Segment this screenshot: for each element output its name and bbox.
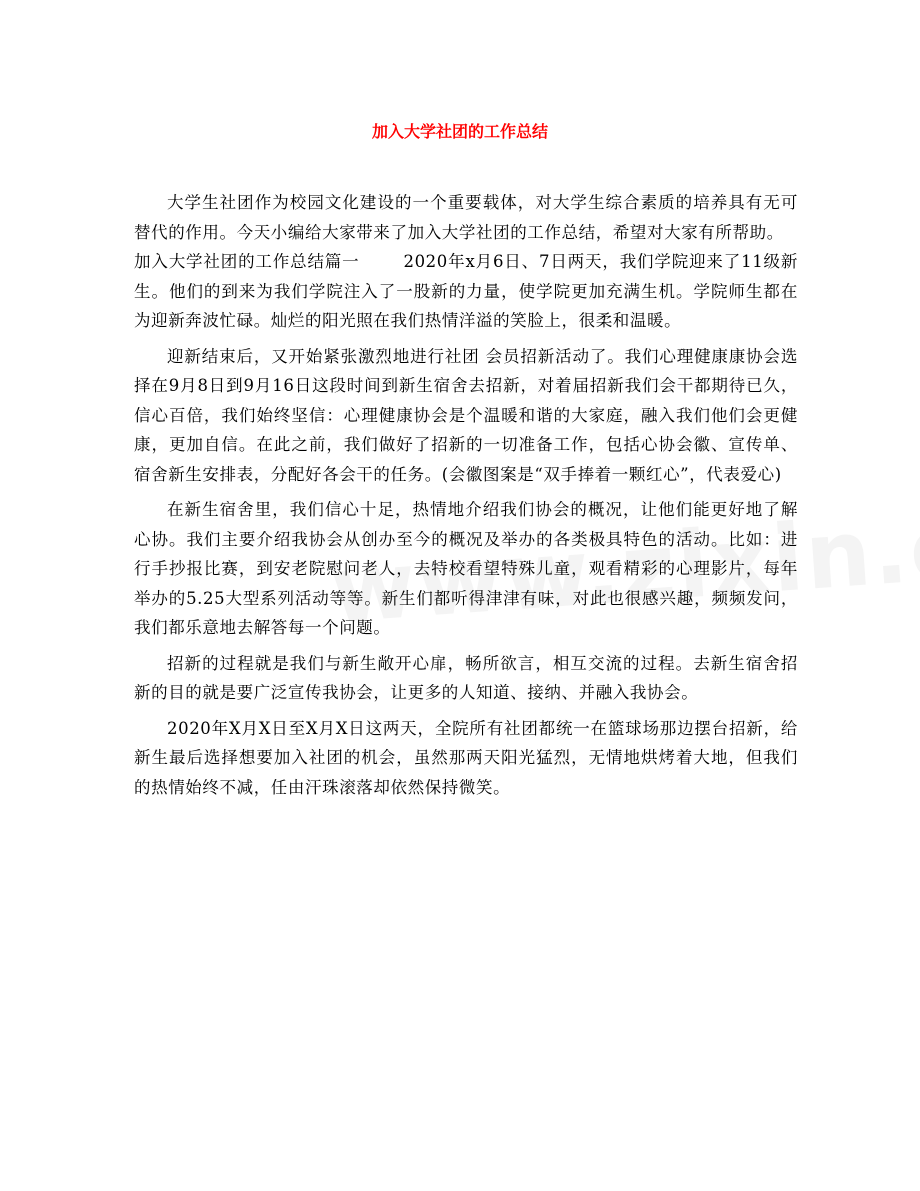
document-body [134, 188, 798, 802]
section-heading: 加入大学社团的工作总结篇一 [134, 252, 360, 271]
recruitment-paragraph: 迎新结束后，又开始紧张激烈地进行社团 会员招新活动了。我们心理健康康协会选择在9月8日到9月16日这段时间到新生宿舍去招新，对着届招新我们会干都期待已久，信心百倍，我们始终坚信：心理健康协会是个温暖和谐的大家庭，融入我们他们会更健康，更加自信。在此之前，我们做好了招新的一切准备工作，包括心协会徽、宣传单、宿舍新生安排表，分配好各会干的任务。(会徽图案是“双手捧着一颗红心”，代表爱心) [134, 346, 798, 484]
section-one-text: 2020年x月6日、7日两天，我们学院迎来了11级新生。他们的到来为我们学院注入了一股新的力量，使学院更加充满生机。学院师生都在为迎新奔波忙碌。灿烂的阳光照在我们热情洋溢的笑脸上，很柔和温暖。 [134, 252, 798, 330]
document-title: 加入大学社团的工作总结 [371, 122, 548, 141]
section-one-paragraph [134, 247, 798, 336]
dormitory-paragraph: 在新生宿舍里，我们信心十足，热情地介绍我们协会的概况，让他们能更好地了解心协。我们主要介绍我协会从创办至今的概况及举办的各类极具特色的活动。比如：进行手抄报比赛，到安老院慰问老人，去特校看望特殊儿童，观看精彩的心理影片，每年举办的5.25大型系列活动等等。新生们都听得津津有味，对此也很感兴趣，频频发问，我们都乐意地去解答每一个问题。 [134, 500, 798, 637]
intro-paragraph: 大学生社团作为校园文化建设的一个重要载体，对大学生综合素质的培养具有无可替代的作用。今天小编给大家带来了加入大学社团的工作总结，希望对大家有所帮助。 [134, 193, 798, 242]
process-paragraph: 招新的过程就是我们与新生敞开心扉，畅所欲言，相互交流的过程。去新生宿舍招新的目的就是要广泛宣传我协会，让更多的人知道、接纳、并融入我协会。 [134, 653, 798, 702]
basketball-court-paragraph: 2020年X月X日至X月X日这两天，全院所有社团都统一在篮球场那边摆台招新，给新生最后选择想要加入社团的机会，虽然那两天阳光猛烈，无情地烘烤着大地，但我们的热情始终不减，任由汗珠滚落却依然保持微笑。 [134, 718, 798, 797]
